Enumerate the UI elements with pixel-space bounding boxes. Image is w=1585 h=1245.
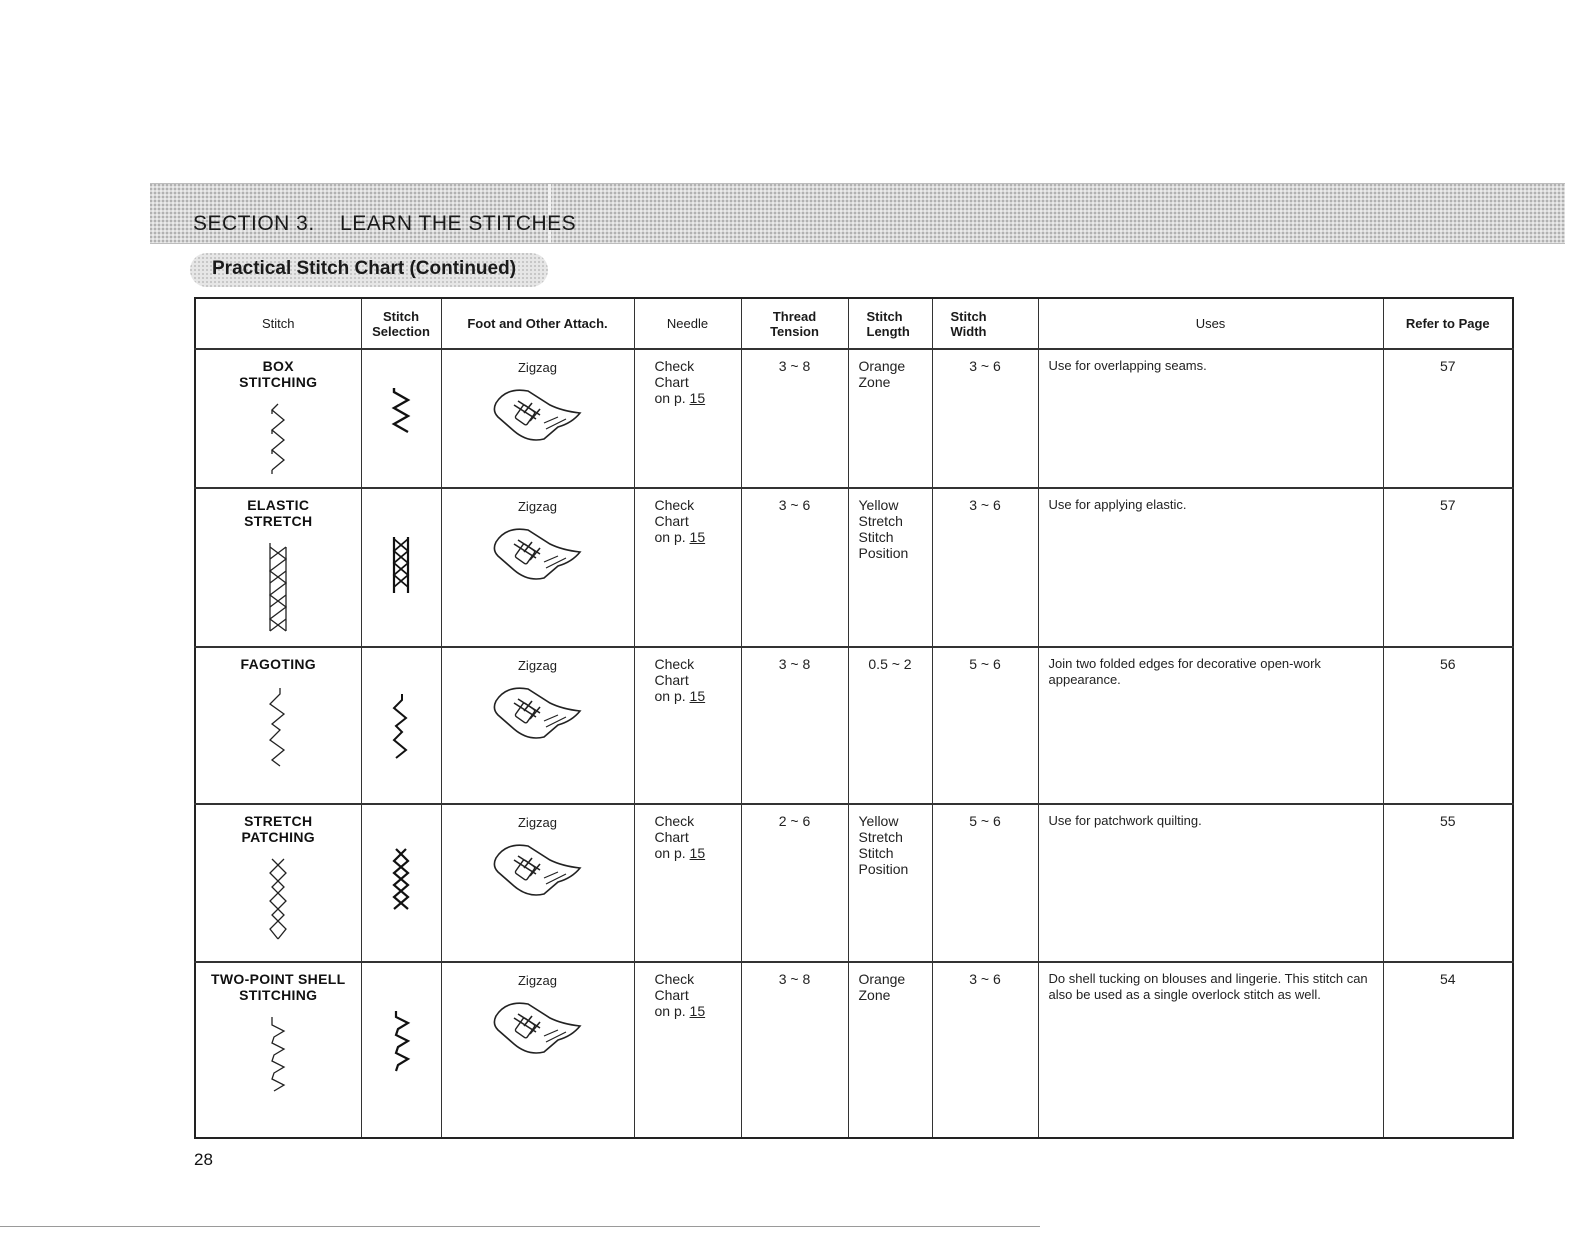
bottom-rule [0, 1226, 1040, 1227]
needle-line2: Chart [654, 672, 689, 688]
stitch-length-text [849, 805, 932, 877]
thread-tension-value: 3 ~ 6 [778, 497, 811, 513]
practical-stitch-chart [194, 297, 1514, 1139]
uses-text: Do shell tucking on blouses and lingerie. This stitch can also be used as a single overlock stitch as well. [1048, 971, 1368, 1002]
needle-text [635, 350, 741, 406]
foot-cell [441, 488, 634, 647]
stitch-width-cell [932, 962, 1038, 1138]
stretch-patching-selection-icon [386, 845, 416, 915]
chart-subtitle: Practical Stitch Chart (Continued) [212, 258, 517, 279]
length-line3: Stitch [858, 845, 894, 861]
stitch-name-line2: STRETCH [244, 513, 313, 529]
stitch-selection-cell [361, 647, 441, 804]
header-selection-line2: Selection [372, 323, 430, 339]
thread-tension-cell [741, 647, 848, 804]
two-point-shell-icon [258, 1013, 298, 1093]
box-stitch-icon [258, 400, 298, 478]
table-row [195, 962, 1513, 1138]
length-line2: Stretch [858, 513, 903, 529]
header-tension-line2: Tension [770, 323, 819, 339]
page-number: 28 [194, 1150, 213, 1169]
needle-line2: Chart [654, 513, 689, 529]
stitch-length-cell [848, 488, 932, 647]
refer-page-cell [1383, 962, 1513, 1138]
thread-tension-cell [741, 804, 848, 962]
refer-page-cell [1383, 488, 1513, 647]
stitch-cell [195, 962, 361, 1138]
length-line2: Zone [858, 374, 891, 390]
foot-label: Zigzag [517, 973, 558, 988]
foot-label: Zigzag [517, 360, 558, 375]
stitch-name [196, 805, 361, 845]
refer-page-cell [1383, 349, 1513, 488]
header-width-line1: Stitch [950, 308, 987, 324]
stitch-width-cell [932, 804, 1038, 962]
needle-cell [634, 488, 741, 647]
thread-tension-cell [741, 488, 848, 647]
table-row [195, 804, 1513, 962]
length-line4: Position [858, 861, 909, 877]
needle-text [635, 963, 741, 1019]
needle-line1: Check [654, 971, 695, 987]
elastic-stretch-icon [258, 539, 298, 635]
needle-line2: Chart [654, 987, 689, 1003]
foot-cell [441, 962, 634, 1138]
stitch-name-line2: STITCHING [239, 374, 318, 390]
length-line1: Yellow [858, 813, 899, 829]
needle-on-page: on p. [654, 390, 690, 406]
stitch-length-cell [848, 962, 932, 1138]
table-row [195, 647, 1513, 804]
length-line4: Position [858, 545, 909, 561]
stitch-selection-cell [361, 349, 441, 488]
foot-label: Zigzag [517, 658, 558, 673]
header-stitch-width [932, 298, 1038, 349]
foot-label: Zigzag [517, 815, 558, 830]
needle-cell [634, 349, 741, 488]
stitch-length-text [849, 350, 932, 390]
elastic-stretch-selection-icon [386, 533, 416, 597]
stitch-name-line1: STRETCH [244, 813, 313, 829]
needle-line2: Chart [654, 829, 689, 845]
needle-line3 [655, 529, 737, 545]
stitch-length-text [849, 489, 932, 561]
uses-cell [1038, 647, 1383, 804]
foot-cell [441, 349, 634, 488]
uses-cell [1038, 804, 1383, 962]
zigzag-foot-icon [488, 681, 588, 745]
needle-line1: Check [654, 656, 695, 672]
refer-page-value: 54 [1439, 971, 1456, 987]
header-uses: Uses [1038, 298, 1383, 349]
length-line1: Yellow [858, 497, 899, 513]
length-line2: Stretch [858, 829, 903, 845]
stitch-name-line1: FAGOTING [240, 656, 316, 672]
stitch-width-cell [932, 349, 1038, 488]
needle-page-ref: 15 [689, 529, 706, 545]
needle-cell [634, 647, 741, 804]
table-row [195, 349, 1513, 488]
section-title: SECTION 3. LEARN THE STITCHES [193, 212, 577, 235]
header-foot: Foot and Other Attach. [441, 298, 634, 349]
table-row [195, 488, 1513, 647]
needle-line3 [655, 1003, 737, 1019]
thread-tension-cell [741, 349, 848, 488]
needle-line3 [655, 845, 737, 861]
stitch-selection-cell [361, 488, 441, 647]
header-row [195, 298, 1513, 349]
zigzag-foot-icon [488, 838, 588, 902]
needle-page-ref: 15 [689, 1003, 706, 1019]
refer-page-value: 57 [1439, 358, 1456, 374]
stitch-width-cell [932, 488, 1038, 647]
thread-tension-value: 3 ~ 8 [778, 971, 811, 987]
needle-line1: Check [654, 813, 695, 829]
header-refer-to-page: Refer to Page [1383, 298, 1513, 349]
header-thread-tension [741, 298, 848, 349]
refer-page-cell [1383, 647, 1513, 804]
stitch-name [196, 963, 361, 1003]
foot-cell [441, 647, 634, 804]
stitch-name [196, 350, 361, 390]
box-stitch-selection-icon [386, 386, 416, 436]
header-tension-line1: Thread [772, 308, 817, 324]
refer-page-value: 56 [1439, 656, 1456, 672]
needle-line3 [655, 688, 737, 704]
zigzag-foot-icon [488, 522, 588, 586]
needle-line2: Chart [654, 374, 689, 390]
thread-tension-value: 3 ~ 8 [778, 358, 811, 374]
needle-on-page: on p. [654, 1003, 690, 1019]
refer-page-cell [1383, 804, 1513, 962]
uses-text: Use for applying elastic. [1048, 497, 1187, 512]
stitch-cell [195, 647, 361, 804]
uses-cell [1038, 488, 1383, 647]
stitch-name-line1: ELASTIC [247, 497, 310, 513]
header-selection-line1: Stitch [382, 308, 420, 324]
needle-text [635, 489, 741, 545]
thread-tension-value: 2 ~ 6 [778, 813, 811, 829]
refer-page-value: 57 [1439, 497, 1456, 513]
uses-text: Join two folded edges for decorative open-work appearance. [1048, 656, 1321, 687]
stitch-width-value: 5 ~ 6 [969, 813, 1001, 829]
stitch-name [196, 489, 361, 529]
stitch-cell [195, 804, 361, 962]
needle-page-ref: 15 [689, 845, 706, 861]
stitch-width-value: 3 ~ 6 [969, 971, 1001, 987]
stitch-cell [195, 488, 361, 647]
stitch-length-text [849, 963, 932, 1003]
needle-cell [634, 962, 741, 1138]
stitch-width-cell [932, 647, 1038, 804]
two-point-shell-selection-icon [386, 1009, 416, 1073]
uses-cell [1038, 349, 1383, 488]
needle-line3 [655, 390, 737, 406]
thread-tension-cell [741, 962, 848, 1138]
stretch-patching-icon [258, 855, 298, 941]
foot-cell [441, 804, 634, 962]
fagoting-selection-icon [386, 692, 416, 762]
length-line2: Zone [858, 987, 891, 1003]
needle-text [635, 805, 741, 861]
header-stitch-selection [361, 298, 441, 349]
stitch-selection-cell [361, 804, 441, 962]
header-stitch-length [848, 298, 932, 349]
zigzag-foot-icon [488, 996, 588, 1060]
stitch-length-cell [848, 804, 932, 962]
stitch-width-value: 3 ~ 6 [969, 497, 1001, 513]
stitch-length-value: 0.5 ~ 2 [868, 656, 912, 672]
stitch-name-line2: STITCHING [239, 987, 318, 1003]
needle-page-ref: 15 [689, 390, 706, 406]
needle-text [635, 648, 741, 704]
fagoting-icon [258, 686, 298, 768]
header-length-line2: Length [866, 323, 910, 339]
thread-tension-value: 3 ~ 8 [778, 656, 811, 672]
length-line3: Stitch [858, 529, 894, 545]
uses-text: Use for overlapping seams. [1048, 358, 1207, 373]
stitch-name-line2: PATCHING [241, 829, 315, 845]
stitch-selection-cell [361, 962, 441, 1138]
zigzag-foot-icon [488, 383, 588, 447]
stitch-name-line1: BOX [262, 358, 294, 374]
refer-page-value: 55 [1439, 813, 1456, 829]
length-line1: Orange [858, 358, 906, 374]
stitch-name-line1: TWO-POINT SHELL [211, 971, 346, 987]
header-stitch: Stitch [195, 298, 361, 349]
stitch-name [196, 648, 361, 672]
length-line1: Orange [858, 971, 906, 987]
needle-on-page: on p. [654, 688, 690, 704]
needle-on-page: on p. [654, 529, 690, 545]
uses-cell [1038, 962, 1383, 1138]
stitch-width-value: 3 ~ 6 [969, 358, 1001, 374]
header-width-line2: Width [950, 323, 987, 339]
header-length-line1: Stitch [866, 308, 903, 324]
stitch-length-cell [848, 349, 932, 488]
foot-label: Zigzag [517, 499, 558, 514]
header-needle: Needle [634, 298, 741, 349]
needle-on-page: on p. [654, 845, 690, 861]
needle-line1: Check [654, 358, 695, 374]
needle-cell [634, 804, 741, 962]
stitch-width-value: 5 ~ 6 [969, 656, 1001, 672]
needle-line1: Check [654, 497, 695, 513]
stitch-length-cell [848, 647, 932, 804]
stitch-cell [195, 349, 361, 488]
needle-page-ref: 15 [689, 688, 706, 704]
uses-text: Use for patchwork quilting. [1048, 813, 1202, 828]
